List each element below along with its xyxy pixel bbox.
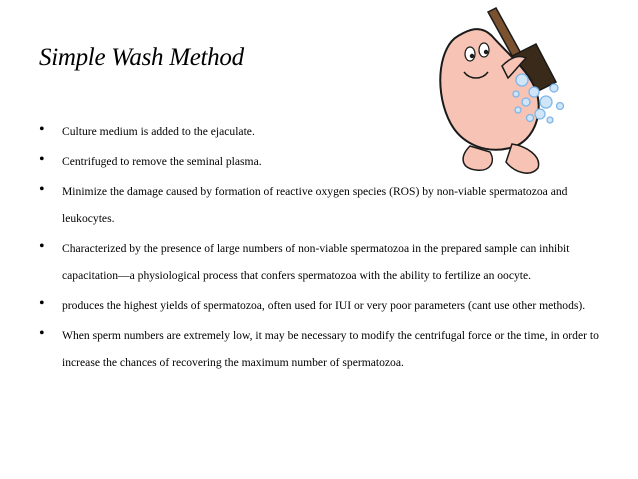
bullet-item: [39, 118, 609, 145]
bullet-text: When sperm numbers are extremely low, it may be necessary to modify the centrifugal force or the time, in order to increase the chances of recovering the maximum number of spermatozoa.: [62, 329, 599, 369]
bullet-dot: •: [39, 325, 45, 342]
bullet-text: Culture medium is added to the ejaculate.: [62, 125, 255, 138]
bullet-text: Characterized by the presence of large numbers of non-viable spermatozoa in the prepared sample can inhibit capacitation—a physiological process that confers spermatozoa with the ability to fertilize an oocyte.: [62, 242, 570, 282]
bullet-item: [39, 235, 609, 289]
bullet-dot: •: [39, 238, 45, 255]
bullet-item: [39, 292, 609, 319]
bullet-dot: •: [39, 151, 45, 168]
bullet-dot: •: [39, 295, 45, 312]
bullet-item: [39, 322, 609, 376]
bullet-text: Centrifuged to remove the seminal plasma.: [62, 155, 262, 168]
bullet-dot: •: [39, 121, 45, 138]
bullet-item: [39, 178, 609, 232]
bullet-text: produces the highest yields of spermatozoa, often used for IUI or very poor parameters (cant use other methods).: [62, 299, 586, 312]
bullet-dot: •: [39, 181, 45, 198]
bullet-text: Minimize the damage caused by formation of reactive oxygen species (ROS) by non-viable spermatozoa and leukocytes.: [62, 185, 568, 225]
slide-title: Simple Wash Method: [39, 44, 244, 71]
bullet-item: [39, 148, 609, 175]
bullet-list: [39, 118, 609, 376]
